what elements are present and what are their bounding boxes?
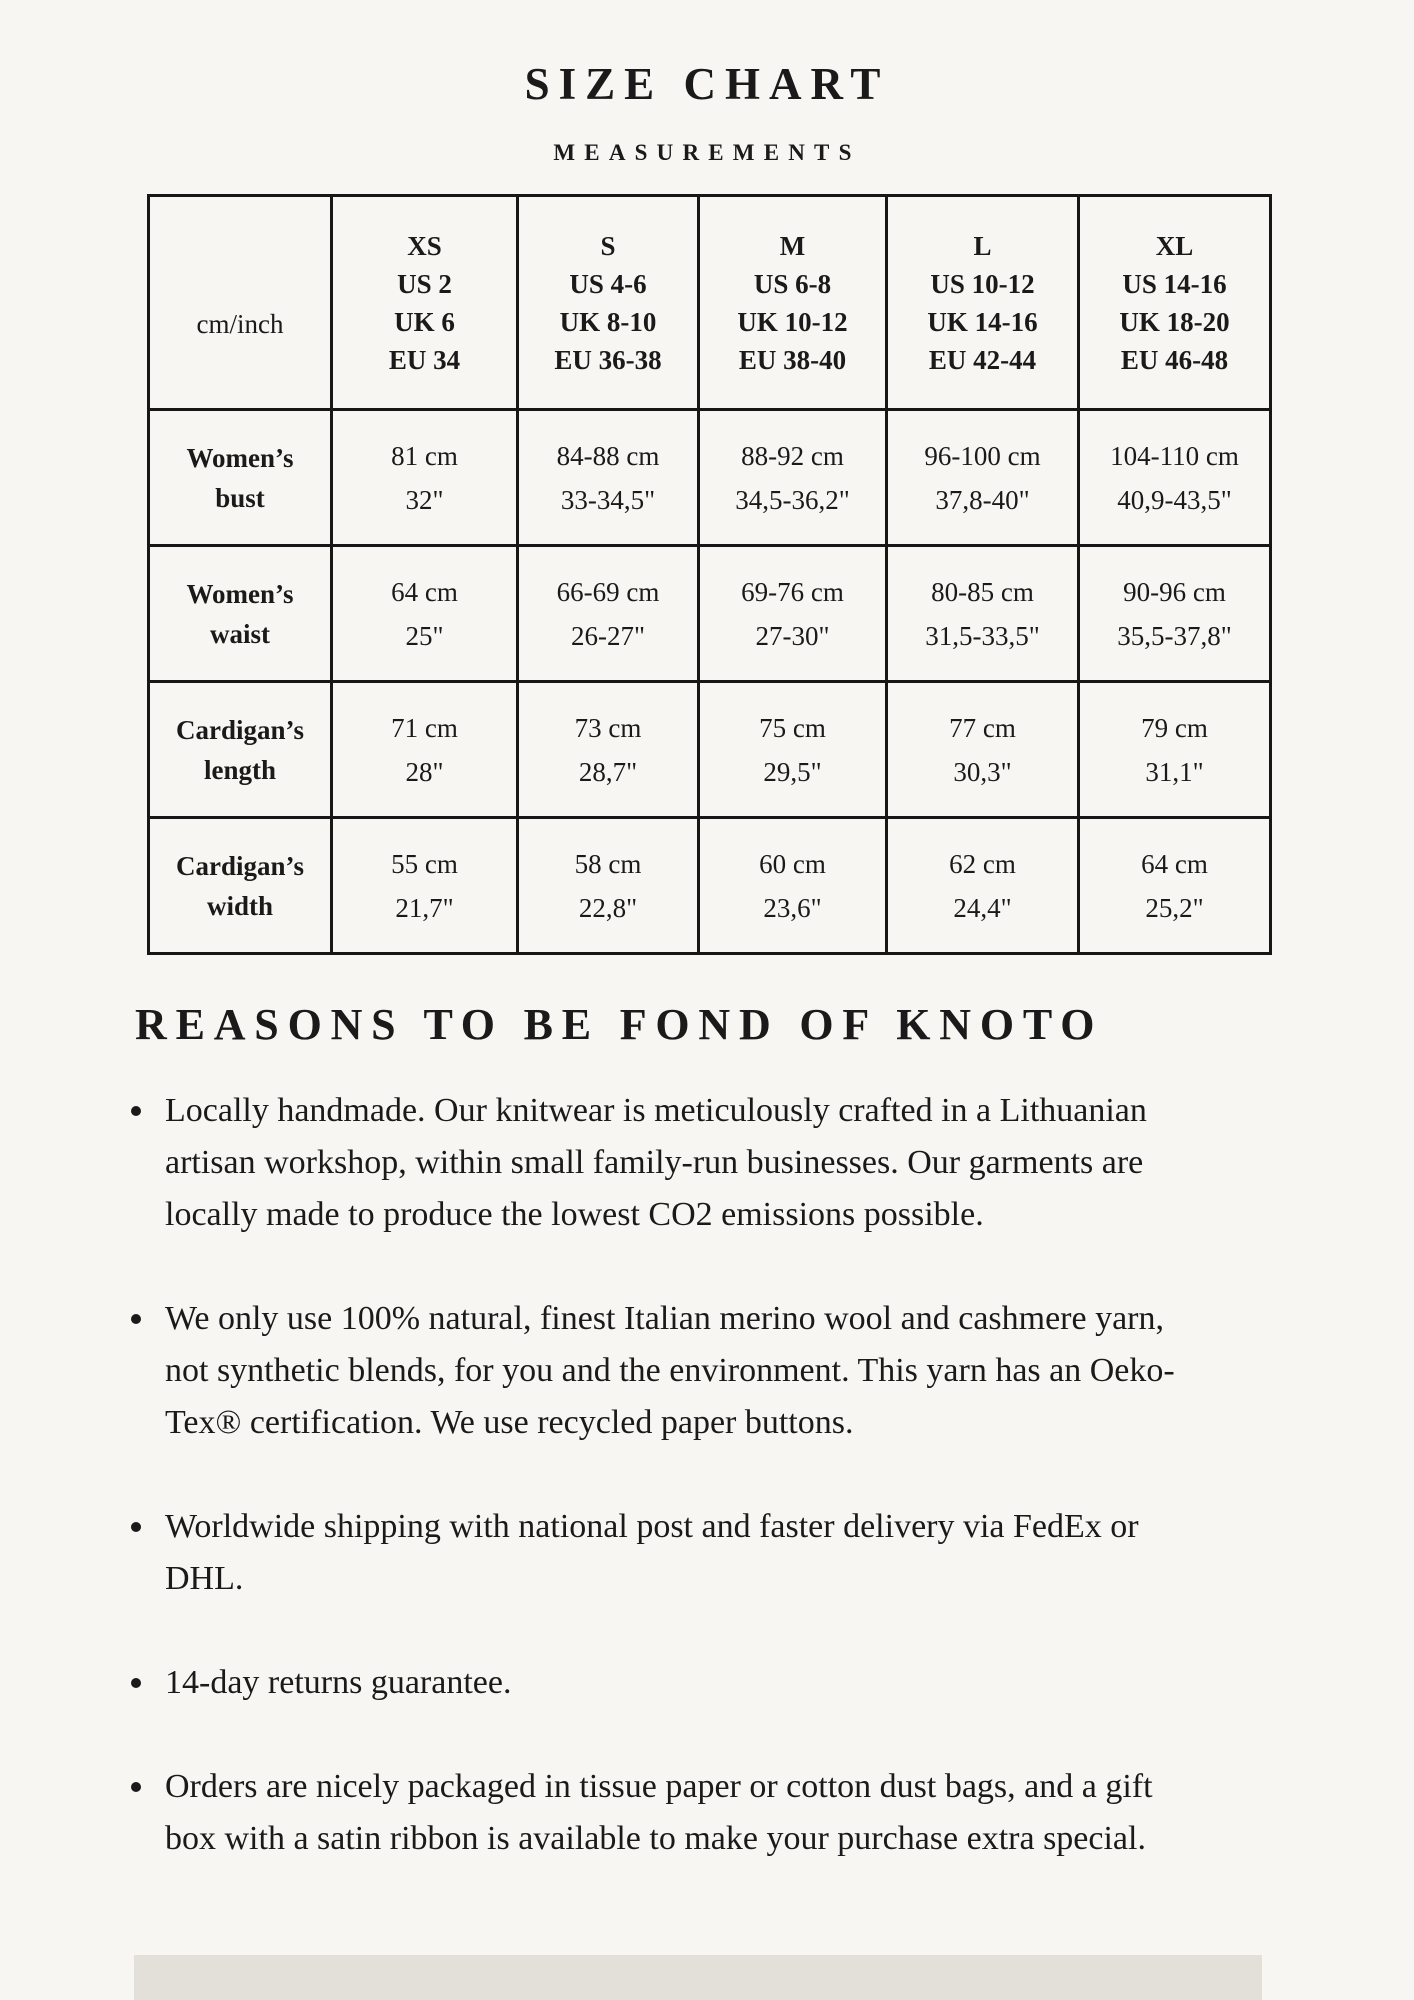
measurement-cell (887, 410, 1079, 546)
footer-band (134, 1955, 1262, 2000)
cm-value: 75 cm (759, 712, 826, 743)
inch-value: 31,1" (1145, 756, 1204, 787)
cm-value: 62 cm (949, 848, 1016, 879)
cm-value: 84-88 cm (556, 440, 660, 471)
reason-item-packaging (131, 1761, 1191, 1865)
size-column-header-xl (1079, 196, 1271, 410)
size-label: S (600, 230, 616, 261)
measurement-cell (699, 818, 887, 954)
measurement-cell (518, 682, 699, 818)
us-size: US 10-12 (930, 268, 1035, 299)
cm-value: 64 cm (1141, 848, 1208, 879)
cm-value: 96-100 cm (924, 440, 1041, 471)
size-label: XS (407, 230, 442, 261)
row-label: Cardigan’s length (149, 682, 332, 818)
uk-size: UK 18-20 (1119, 306, 1230, 337)
reason-text: 14-day returns guarantee. (165, 1664, 512, 1701)
reasons-list (131, 1085, 1191, 1865)
measurement-cell (1079, 818, 1271, 954)
measurement-cell (332, 546, 518, 682)
table-header-row (149, 196, 1271, 410)
table-row-cardigans-length (149, 682, 1271, 818)
eu-size: EU 46-48 (1120, 344, 1229, 375)
inch-value: 22,8" (578, 892, 638, 923)
measurement-cell (699, 410, 887, 546)
row-label: Cardigan’s width (149, 818, 332, 954)
uk-size: UK 10-12 (737, 306, 848, 337)
cm-value: 66-69 cm (556, 576, 660, 607)
us-size: US 4-6 (569, 268, 647, 299)
eu-size: EU 42-44 (928, 344, 1037, 375)
cm-value: 104-110 cm (1110, 440, 1239, 471)
cm-value: 88-92 cm (741, 440, 844, 471)
reason-text: Orders are nicely packaged in tissue paper or cotton dust bags, and a gift box with a satin ribbon is available to make your purchase extra special. (165, 1768, 1153, 1857)
size-label: L (973, 230, 992, 261)
inch-value: 35,5-37,8" (1117, 620, 1232, 651)
us-size: US 6-8 (753, 268, 832, 299)
inch-value: 24,4" (953, 892, 1012, 923)
page-subtitle: MEASUREMENTS (553, 140, 861, 165)
cm-value: 55 cm (391, 848, 458, 879)
page-title: SIZE CHART (524, 59, 890, 109)
cm-value: 71 cm (391, 712, 458, 743)
eu-size: EU 36-38 (554, 344, 662, 375)
measurement-cell (332, 410, 518, 546)
eu-size: EU 34 (388, 344, 461, 375)
cm-value: 64 cm (391, 576, 458, 607)
reason-item-worldwide-shipping (131, 1501, 1191, 1605)
cm-value: 90-96 cm (1123, 576, 1226, 607)
inch-value: 30,3" (953, 756, 1012, 787)
inch-value: 37,8-40" (935, 484, 1030, 515)
uk-size: UK 8-10 (559, 306, 657, 337)
unit-header-cell (149, 196, 332, 410)
inch-value: 34,5-36,2" (735, 484, 850, 515)
inch-value: 40,9-43,5" (1117, 484, 1232, 515)
measurement-cell (887, 818, 1079, 954)
cm-value: 79 cm (1141, 712, 1208, 743)
inch-value: 26-27" (570, 620, 645, 651)
measurement-cell (699, 546, 887, 682)
size-label: XL (1155, 230, 1194, 261)
uk-size: UK 14-16 (927, 306, 1038, 337)
size-column-header-s (518, 196, 699, 410)
reason-text: Locally handmade. Our knitwear is meticulously crafted in a Lithuanian artisan workshop, within small family-run businesses. Our garments are locally made to produce the lowest CO2 emissions possible. (165, 1092, 1147, 1233)
inch-value: 29,5" (763, 756, 822, 787)
us-size: US 2 (397, 268, 452, 299)
cm-value: 81 cm (391, 440, 458, 471)
inch-value: 25,2" (1145, 892, 1204, 923)
reason-text: Worldwide shipping with national post and faster delivery via FedEx or DHL. (165, 1508, 1139, 1597)
inch-value: 28,7" (578, 756, 638, 787)
inch-value: 23,6" (763, 892, 822, 923)
inch-value: 28" (405, 756, 444, 787)
cm-value: 73 cm (574, 712, 642, 743)
table-row-cardigans-width (149, 818, 1271, 954)
reasons-heading: REASONS TO BE FOND OF KNOTO (135, 1000, 1104, 1049)
reason-text: We only use 100% natural, finest Italian merino wool and cashmere yarn, not synthetic blends, for you and the environment. This yarn has an Oeko-Tex® certification. We use recycled paper buttons. (165, 1300, 1175, 1441)
inch-value: 27-30" (755, 620, 830, 651)
unit-label: cm/inch (196, 309, 284, 339)
measurement-cell (887, 682, 1079, 818)
inch-value: 25" (405, 620, 444, 651)
inch-value: 33-34,5" (560, 484, 656, 515)
reason-item-returns-guarantee (131, 1657, 1191, 1709)
size-column-header-l (887, 196, 1079, 410)
inch-value: 32" (405, 484, 444, 515)
measurement-cell (332, 818, 518, 954)
measurement-cell (518, 410, 699, 546)
size-column-header-xs (332, 196, 518, 410)
inch-value: 21,7" (395, 892, 454, 923)
size-column-header-m (699, 196, 887, 410)
measurement-cell (1079, 410, 1271, 546)
cm-value: 77 cm (949, 712, 1016, 743)
size-chart-table (147, 194, 1272, 955)
size-label: M (779, 230, 806, 261)
row-label: Women’s bust (149, 410, 332, 546)
cm-value: 60 cm (759, 848, 826, 879)
uk-size: UK 6 (394, 306, 455, 337)
measurement-cell (1079, 682, 1271, 818)
measurement-cell (1079, 546, 1271, 682)
eu-size: EU 38-40 (738, 344, 847, 375)
inch-value: 31,5-33,5" (925, 620, 1040, 651)
reason-item-locally-handmade (131, 1085, 1191, 1241)
cm-value: 69-76 cm (741, 576, 844, 607)
us-size: US 14-16 (1122, 268, 1227, 299)
measurement-cell (699, 682, 887, 818)
cm-value: 80-85 cm (931, 576, 1034, 607)
measurement-cell (518, 546, 699, 682)
table-row-womens-bust (149, 410, 1271, 546)
reason-item-natural-yarn (131, 1293, 1191, 1449)
measurement-cell (887, 546, 1079, 682)
row-label: Women’s waist (149, 546, 332, 682)
table-row-womens-waist (149, 546, 1271, 682)
measurement-cell (332, 682, 518, 818)
measurement-cell (518, 818, 699, 954)
cm-value: 58 cm (574, 848, 642, 879)
